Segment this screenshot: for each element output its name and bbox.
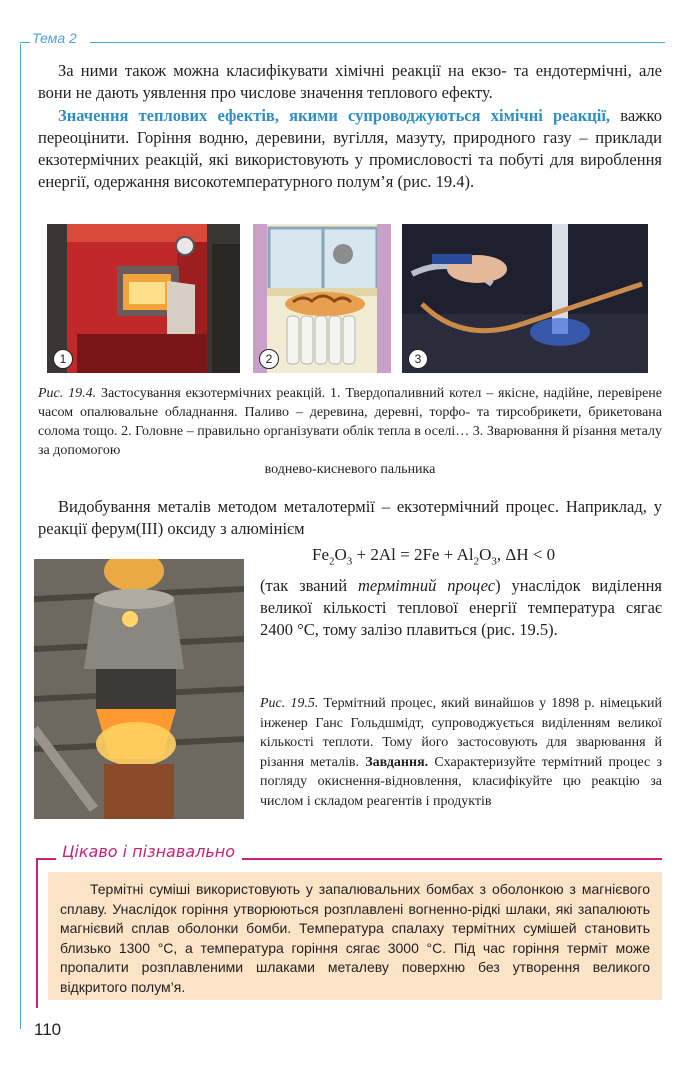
formula-sub: 2 xyxy=(473,555,480,568)
thermite-text-post: ) унаслідок виділення великої кількості теплової енергії температура сягає 2400 °С, тому залізо плавиться (рис. 19.5). xyxy=(260,576,662,639)
figure-number-1: 1 xyxy=(53,349,73,369)
task-label: Завдання. xyxy=(365,754,429,770)
page-number: 110 xyxy=(34,1020,62,1039)
thermite-illustration xyxy=(34,559,244,819)
interesting-rule xyxy=(242,858,662,860)
thermite-text-pre: (так званий xyxy=(260,576,358,595)
caption-figure-19-4 xyxy=(38,384,662,460)
torch-illustration xyxy=(402,224,648,373)
formula-fe: Fe xyxy=(312,545,329,564)
header-rule xyxy=(90,42,665,43)
topic-label: Тема 2 xyxy=(32,30,77,46)
paragraph-metallothermy: Видобування металів методом металотермії – екзотермічний процес. Наприклад, у реакції ферум(ІІІ) оксиду з алюмінієм xyxy=(38,497,662,538)
boiler-illustration xyxy=(47,224,240,373)
caption-19-4-last-line: воднево-кисневого пальника xyxy=(264,462,436,477)
caption-19-4-text: Застосування екзотермічних реакцій. 1. Твердопаливний котел – якісне, надійне, перевірене часом опалювальне обладнання. Паливо – деревина, деревні, торфо- та тирсобрикети, брикетована солома тощо. 2. Головне – правильно організувати облік тепла в оселі… 3. Зварювання й різання металу за допомогою xyxy=(38,386,663,458)
paragraph-thermite xyxy=(260,575,662,641)
caption-19-4-label: Рис. 19.4. xyxy=(38,386,97,401)
interesting-rule-tick xyxy=(36,858,56,860)
formula-sub: 3 xyxy=(346,555,353,568)
formula-o: O xyxy=(479,545,492,564)
caption-19-5-text: Термітний процес, який винайшов у 1898 р. німецький інженер Ганс Гольдшмідт, супроводжується виділенням великої кількості теплоти. Тому його застосовують для зварювання й різання металів. xyxy=(260,696,662,770)
caption-figure-19-5 xyxy=(260,694,662,811)
chemical-equation xyxy=(312,545,555,567)
thermite-term: термітний процес xyxy=(357,576,496,595)
formula-enthalpy: , ΔH < 0 xyxy=(496,545,556,564)
photo-boiler xyxy=(47,224,240,373)
highlight-phrase: Значення теплових ефектів, якими супроводжуються хімічні реакції, xyxy=(58,106,611,125)
figure-number-3: 3 xyxy=(408,349,428,369)
header-rule-tick xyxy=(20,42,30,43)
margin-rule xyxy=(20,44,21,1029)
formula-middle: + 2Al = 2Fe + Al xyxy=(352,545,474,564)
figure-number-2: 2 xyxy=(259,349,279,369)
formula-o: O xyxy=(334,545,347,564)
formula-sub: 2 xyxy=(329,555,335,568)
interesting-side-rule xyxy=(36,858,38,1008)
interesting-text: Термітні суміші використовують у запалювальних бомбах з оболонкою з магнієвого сплаву. Унаслідок горіння утворюються розплавлені вогненно-рідкі шлаки, які запалюють магнієвий сплав оболонки бомби. Температура спалаху термітних сумішей становить близько 1300 °С, а температура горіння сягає 3000 °С. Під час горіння терміт може пропалити розплавленими шлаками металеву поверхню без утворення великого відкритого полум’я. xyxy=(60,881,650,995)
task-text: Схарактеризуйте термітний процес з погляду окиснення-відновлення, класифікуйте цю реакцію за числом і складом реагентів і продуктів xyxy=(260,754,662,809)
formula-sub: 3 xyxy=(491,555,497,568)
photo-heating-cartoon xyxy=(253,224,391,373)
photo-thermite-process xyxy=(34,559,244,819)
paragraph-thermal-effects-text: важко переоцінити. Горіння водню, деревини, вугілля, мазуту, природного газу – приклади екзотермічних реакцій, які використовують у промисловості та побуті для вироблення енергії, одержання високотемпературного полум’я (рис. 19.4). xyxy=(38,106,662,191)
paragraph-intro: За ними також можна класифікувати хімічні реакції на екзо- та ендотермічні, але вони не дають уявлення про числове значення теплового ефекту. xyxy=(38,61,662,102)
interesting-title: Цікаво і пізнавально xyxy=(62,842,235,861)
photo-welding-torch xyxy=(402,224,648,373)
paragraph-thermal-effects xyxy=(38,105,662,193)
caption-19-5-label: Рис. 19.5. xyxy=(260,696,319,711)
